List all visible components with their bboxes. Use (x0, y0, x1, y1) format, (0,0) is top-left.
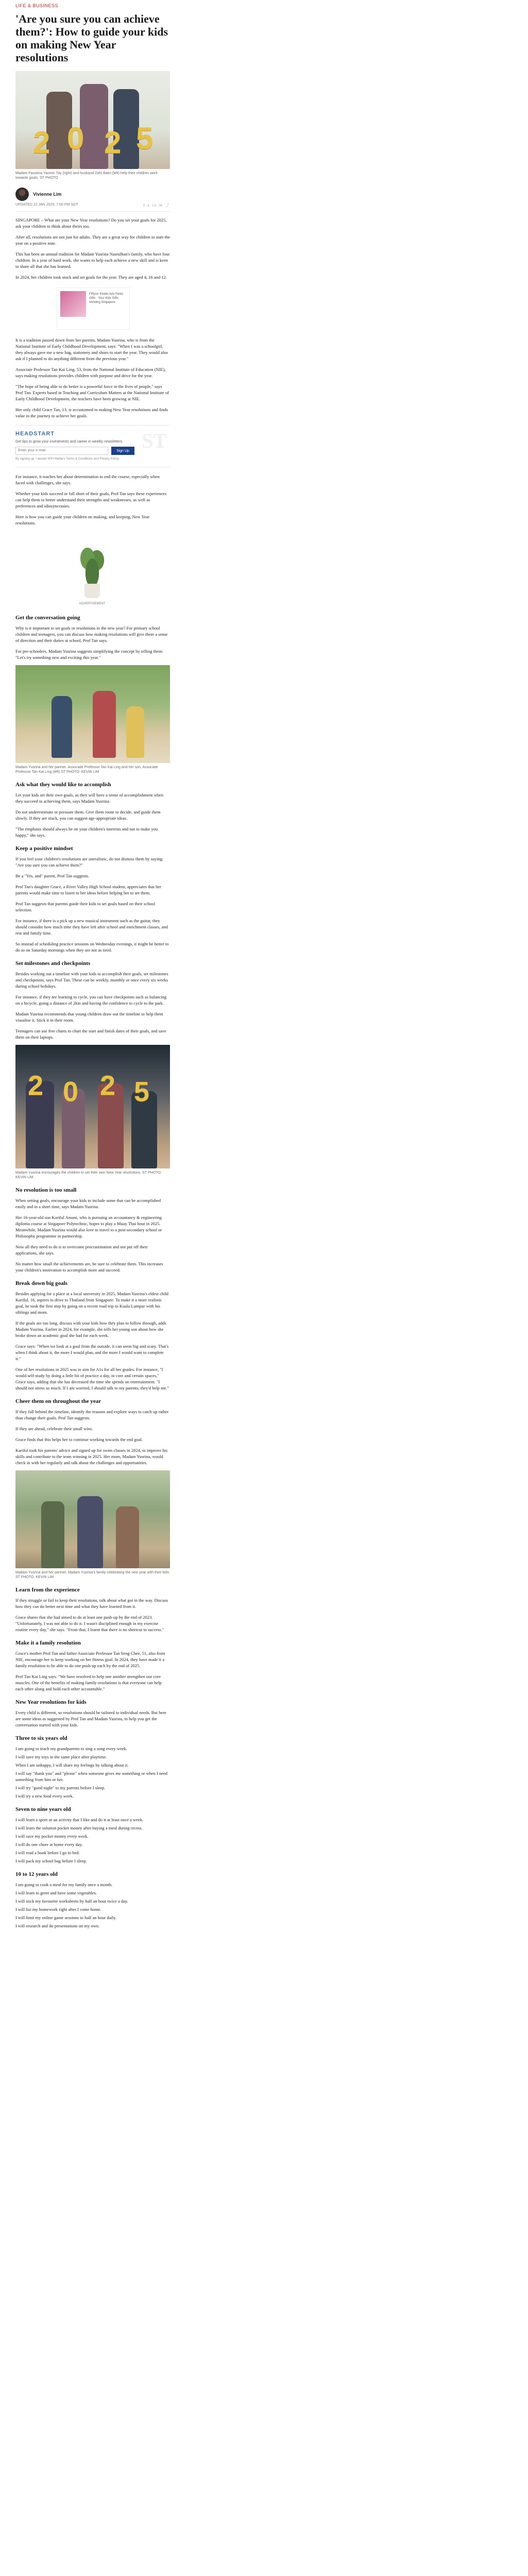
section-heading: New Year resolutions for kids (15, 1699, 87, 1705)
paragraph: Her 16-year-old son Kariful Amani, who is pursuing an accountancy & engineering diploma course at Singapore Polytechnic, hopes to play a Muay Thai bout in 2025. Meanwhile, Madam Yusrina would also love to travel to a post-secondary school or Philosophy programme in partnership. (15, 1215, 162, 1239)
share-icons[interactable]: f x in ✉ ⤴ (143, 204, 170, 208)
paragraph: This has been an annual tradition for Madam Yusrina Nasrulhan's family, who have four children. In a year of hard work, she wants to help each achieve a new skill and is keen to share all that she has learned. (15, 251, 170, 269)
paragraph: SINGAPORE – What are your New Year resolutions? Do you set your goals for 2025, ask your children to think about theirs too. (15, 217, 167, 229)
section-heading: Ask what they would like to accomplish (15, 782, 111, 788)
advertisement-1[interactable] (57, 287, 130, 330)
section-heading: Set milestones and checkpoints (15, 960, 91, 967)
photo-caption: Madam Yusrina and her partner, Madam Yusrina's family celebrating the new year with their kids. ST PHOTO: KEVIN LIM (15, 1571, 170, 1579)
list-item: I will try a new food every week. (15, 1793, 74, 1799)
newsletter-signup (15, 425, 170, 467)
balloon-digit-2: 2 (33, 125, 50, 160)
balloon-digit-5: 5 (134, 1076, 150, 1107)
person-figure (116, 1506, 139, 1568)
advertisement-2[interactable] (69, 533, 115, 605)
list-item: I will learn a sport or an activity that I like and do it at least once a week. (15, 1817, 144, 1822)
list-item: I am going to cook a meal for my family once a month. (15, 1882, 113, 1887)
paragraph: Teenagers can use free charts to chart the start and finish dates of their goals, and save them on their laptops. (15, 1028, 166, 1040)
playground-photo (15, 665, 170, 763)
body-paragraphs-2 (15, 337, 376, 419)
newsletter-description: Get tips to grow your investments and career in weekly newsletters. (15, 440, 124, 444)
list-item: I will save my toys in the same place after playtime. (15, 1754, 107, 1759)
section-heading: Get the conversation going (15, 615, 80, 621)
hero-photo (15, 71, 170, 169)
paragraph: Associate Professor Tan Kai Ling, 53, from the National Institute of Education (NIE), says making resolutions provides children with purpose and drive for the year. (15, 367, 166, 378)
ad-text: Fiftysic Kinder Ads Perks Gifts · Your Kids Gifts Vending Singapore (89, 293, 124, 304)
list-item: I will read a book before I go to bed. (15, 1850, 80, 1855)
list-item: I will list my homework right after I come home. (15, 1907, 101, 1912)
paragraph: After all, resolutions are not just for adults. They are a great way for children to start the year on a positive note. (15, 234, 170, 246)
paragraph: It is a tradition passed down from her parents, Madam Yusrina, who is from the National Institute of Early Childhood Development, says: "When I was a schoolgirl, they always gave me a new bag, stationery and shoes to start the year. They would also ask if I planned to do anything different from the previous year." (15, 337, 168, 361)
age-group-heading: Three to six years old (15, 1735, 67, 1741)
resolution-group-10-12 (15, 1871, 376, 1929)
section-heading: Make it a family resolution (15, 1640, 81, 1646)
article-column (15, 0, 376, 1952)
list-item: I will save my pocket money every week. (15, 1834, 89, 1839)
paragraph: Prof Tan Kai Ling says: "We have resolved to help one another strengthen our core muscles. One of the benefits of making family resolutions is that everyone can help each other along and hold each other accountable." (15, 1674, 162, 1691)
paragraph: "The emphasis should always be on your children's interests and not to make you happy," she says. (15, 826, 158, 838)
paragraph: Do not underestimate or pressure them. Give them room to decide, and guide them slowly. If they are stuck, you can suggest age-appropriate ideas. (15, 809, 161, 821)
author-avatar (15, 188, 29, 201)
paragraph: Grace finds that this helps her to continue working towards the end goal. (15, 1437, 143, 1442)
balloon-digit-2: 2 (28, 1070, 44, 1101)
balloon-digit-2: 2 (100, 1070, 116, 1101)
list-item: When I am unhappy, I will share my feelings by talking about it. (15, 1762, 129, 1768)
paragraph: Kariful took his parents' advice and signed up for swim classes in 2024, to improve his skills and contribute to the team winning in 2025. Her mom, Madam Yusrina, would check in with her regularly and talk about the challenges and opportunities. (15, 1448, 168, 1465)
email-input[interactable] (15, 447, 108, 455)
kicker-label[interactable]: LIFE & BUSINESS (15, 3, 59, 8)
paragraph: One of her resolutions in 2025 was to aim for A1s for all her grades. For instance, "I would self-study by doing a little bit of practice a day, in core and certain spaces," Grace says, adding that she has decreased the time she spends on entertainment. "I should not stress so much. If I am worried, I should talk to my parents, they'd help me." (15, 1367, 169, 1391)
paragraph: If the goals are too long, discuss with your kids how they plan to follow through, adds Madam Yusrina. Earlier in 2024, for example, she tells her young son about how she broke down an academic goal she had for each week. (15, 1320, 166, 1338)
list-item: I will stick my favourite worksheets by half an hour twice a day. (15, 1899, 128, 1904)
list-item: I will learn the solution pocket money after buying a meal during recess. (15, 1825, 143, 1831)
hero-caption: Madam Faustina Yasmin Tay (right) and husband Zafri Bakri (left) help their children work towards goals. ST PHOTO (15, 172, 158, 180)
section-heading: Break down big goals (15, 1280, 67, 1286)
person-figure (41, 1501, 64, 1568)
photo-caption: Madam Yusrina encourages the children to set their own New Year resolutions. ST PHOTO: KEVIN LIM (15, 1171, 162, 1179)
section-kicker[interactable] (15, 0, 376, 8)
section-heading: Keep a positive mindset (15, 845, 73, 852)
age-group-heading: 10 to 12 years old (15, 1871, 58, 1877)
paragraph: If they are ahead, celebrate their small wins. (15, 1426, 93, 1431)
byline (15, 188, 376, 201)
paragraph: Grace shares that she had aimed to do at least one push-up by the end of 2023. "Unfortunately, I was not able to do it. I wasn't disciplined enough in my exercise routine every day," she says. "From that, I learnt that there is no shortcut to success." (15, 1615, 164, 1632)
resolution-group-7-9 (15, 1806, 376, 1864)
paragraph: Whether your kids succeed or fall short of their goals, Prof Tan says these experiences can help them to better understand their strengths and weaknesses, as well as preferences and idiosyncrasies. (15, 491, 167, 509)
paragraph: For instance, it teaches her about determination to end the course, especially when faced with challenges, she says. (15, 474, 160, 485)
paragraph: Every child is different, so resolutions should be tailored to individual needs. But here are some ideas as suggested by Prof Tan and Madam Yusrina, to help you get the conversation started with your kids. (15, 1710, 166, 1727)
balloon-digit-0: 0 (67, 121, 84, 156)
footer-spacer (15, 1931, 376, 1952)
plant-image (80, 548, 104, 584)
paragraph: Now all they need to do is to overcome procrastination and not put off their applications, she says. (15, 1244, 148, 1256)
paragraph: Besides applying for a place at a local university in 2025, Madam Yusrina's eldest child Kariful, 16, aspires to drive to Thailand from Singapore. To make it a more realistic goal, he took the first step by going on a recent road trip to Kuala Lumpur with his siblings and mom. (15, 1291, 168, 1315)
section-heading: No resolution is too small (15, 1187, 77, 1193)
paragraph: In 2024, her children took stock and set goals for the year. They are aged 4, 16 and 12. (15, 275, 167, 280)
person-figure (93, 691, 116, 758)
person-figure (77, 1496, 103, 1568)
person-figure (52, 696, 72, 758)
paragraph: For instance, if they are learning to cycle, you can have checkpoints such as balancing on a bicycle, going a distance of 2km and having the confidence to cycle to the park. (15, 994, 167, 1006)
paragraph: Her only child Grace Tan, 13, is accustomed to making New Year resolutions and finds value in the journey to achieve her goals. (15, 407, 168, 418)
section-heading: Cheer them on throughout the year (15, 1398, 101, 1404)
newsletter-title: HEADSTART (15, 431, 55, 437)
paragraph: Grace says: "When we look at a goal from the outside, it can seem big and scary. That's when I think about it, the more I would plan, and the more I would want to complete it." (15, 1344, 169, 1361)
paragraph: Prof Tan's daughter Grace, a River Valley High School student, appreciates that her parents would make time to listen to her ideas before helping her to set them. (15, 884, 161, 895)
section-heading: Learn from the experience (15, 1587, 80, 1593)
balloon-digit-2: 2 (104, 125, 122, 160)
paragraph: Here is how you can guide your children on making, and keeping, New Year resolutions. (15, 514, 150, 526)
signup-button[interactable]: Sign Up (111, 447, 134, 455)
paragraph: So instead of scheduling practice sessions on Wednesday evenings, it might be better to do so on Saturday mornings when they are not as tired. (15, 941, 169, 953)
publish-date: UPDATED 22 JAN 2025, 7:00 PM SGT (15, 203, 78, 207)
list-item: I will say "thank you" and "please" when someone gives me something or when I need something from him or her. (15, 1771, 168, 1782)
paragraph: When setting goals, encourage your kids to include some that can be accomplished easily and in a short time, says Madam Yusrina. (15, 1198, 161, 1209)
paragraph: For instance, if there is a pick up a new musical instrument such as the guitar, they should consider how much time they have left after school and enrichment classes, and rest and family time. (15, 918, 168, 936)
paragraph: Grace's mother Prof Tan and father Associate Professor Tan Seng Chee, 51, also from NIE, encourage her to keep working on her fitness goal. In 2024, they have made it a family resolution to be able to do one push-up each by the end of 2025. (15, 1651, 165, 1668)
ad-label: ADVERTISEMENT (79, 602, 106, 605)
paragraph: If they fall behind the timeline, identify the reasons and explore ways to catch up rather than change their goals, Prof Tan suggests. (15, 1409, 169, 1420)
paragraph: If you feel your children's resolutions are unrealistic, do not dismiss them by saying: "Are you sure you can achieve them?" (15, 856, 164, 868)
author-name[interactable]: Vivienne Lim (33, 192, 62, 197)
plant-pot (84, 584, 100, 598)
photo-caption: Madam Yusrina and her partner, Associate Professor Tan Kai Ling and her son, Associate Professor Tan Kai Ling (left) ST PHOTO: KEVIN LIM (15, 766, 158, 774)
intro-paragraphs (15, 217, 376, 280)
family-balloons-photo (15, 1045, 170, 1168)
paragraph: Besides working out a timeline with your kids to accomplish their goals, set milestones and checkpoints, says Prof Tan. These can be weekly, monthly or once every six weeks during school holidays. (15, 971, 168, 989)
list-item: I will limit my online game sessions to half an hour daily. (15, 1915, 116, 1920)
age-group-heading: Seven to nine years old (15, 1806, 71, 1812)
paragraph: If they struggle or fail to keep their resolutions, talk about what got in the way. Discuss how they can do better next time and what they have learned from it. (15, 1598, 168, 1609)
ad-image (60, 291, 86, 317)
list-item: I will learn to greet and have some vegetables. (15, 1890, 97, 1895)
article-title: 'Are you sure you can achieve them?': How to guide your kids on making New Year resolutions (15, 12, 168, 64)
person-figure (126, 706, 144, 758)
paragraph: For pre-schoolers, Madam Yusrina suggests simplifying the concept by telling them: "Let's try something new and exciting this year." (15, 649, 163, 660)
paragraph: Why is it important to set goals or resolutions in the new year? For primary school children and teenagers, you can discuss how making resolutions will give them a sense of direction and their duties at school, Prof Tan says. (15, 625, 168, 643)
list-item: I will do one chore at home every day. (15, 1842, 83, 1847)
paragraph: Let your kids set their own goals, as they will have a sense of accomplishment when they succeed in achieving them, says Madam Yusrina. (15, 792, 164, 804)
list-item: I will pack my school bag before I sleep. (15, 1858, 87, 1863)
paragraph: No matter how small the achievements are, be sure to celebrate them. This increases your children's motivation to accomplish more and succeed. (15, 1261, 163, 1273)
dateline (15, 203, 170, 212)
list-item: I will try "good night" to my parents before I sleep. (15, 1785, 106, 1790)
list-item: I will research and do presentations on my own. (15, 1923, 100, 1928)
newsletter-terms: By signing up, I accept SPH Media's Terms & Conditions and Privacy Policy. (15, 457, 120, 461)
resolution-group-3-6 (15, 1735, 376, 1799)
paragraph: "The hope of being able to do better is a powerful force in the lives of people," says Prof Tan. Experts based in Teaching and Curriculum Matters at the National Institute of Early Childhood Development, the teachers have been growing at NIE. (15, 384, 169, 401)
paragraph: Prof Tan suggests that parents guide their kids to set goals based on their school selection. (15, 901, 156, 912)
balloon-digit-5: 5 (136, 121, 154, 156)
balloon-digit-0: 0 (63, 1076, 79, 1107)
paragraph: Madam Yusrina recommends that young children draw out the timeline to help them visualise it. Stick it in their room. (15, 1011, 163, 1023)
list-item: I am going to teach my grandparents to sing a song every week. (15, 1746, 127, 1751)
family-outdoor-photo (15, 1470, 170, 1568)
paragraph: Be a "Yes, and" parent, Prof Tan suggests. (15, 873, 90, 878)
body-paragraphs-3 (15, 473, 376, 526)
st-logo-watermark: ST (142, 429, 167, 452)
